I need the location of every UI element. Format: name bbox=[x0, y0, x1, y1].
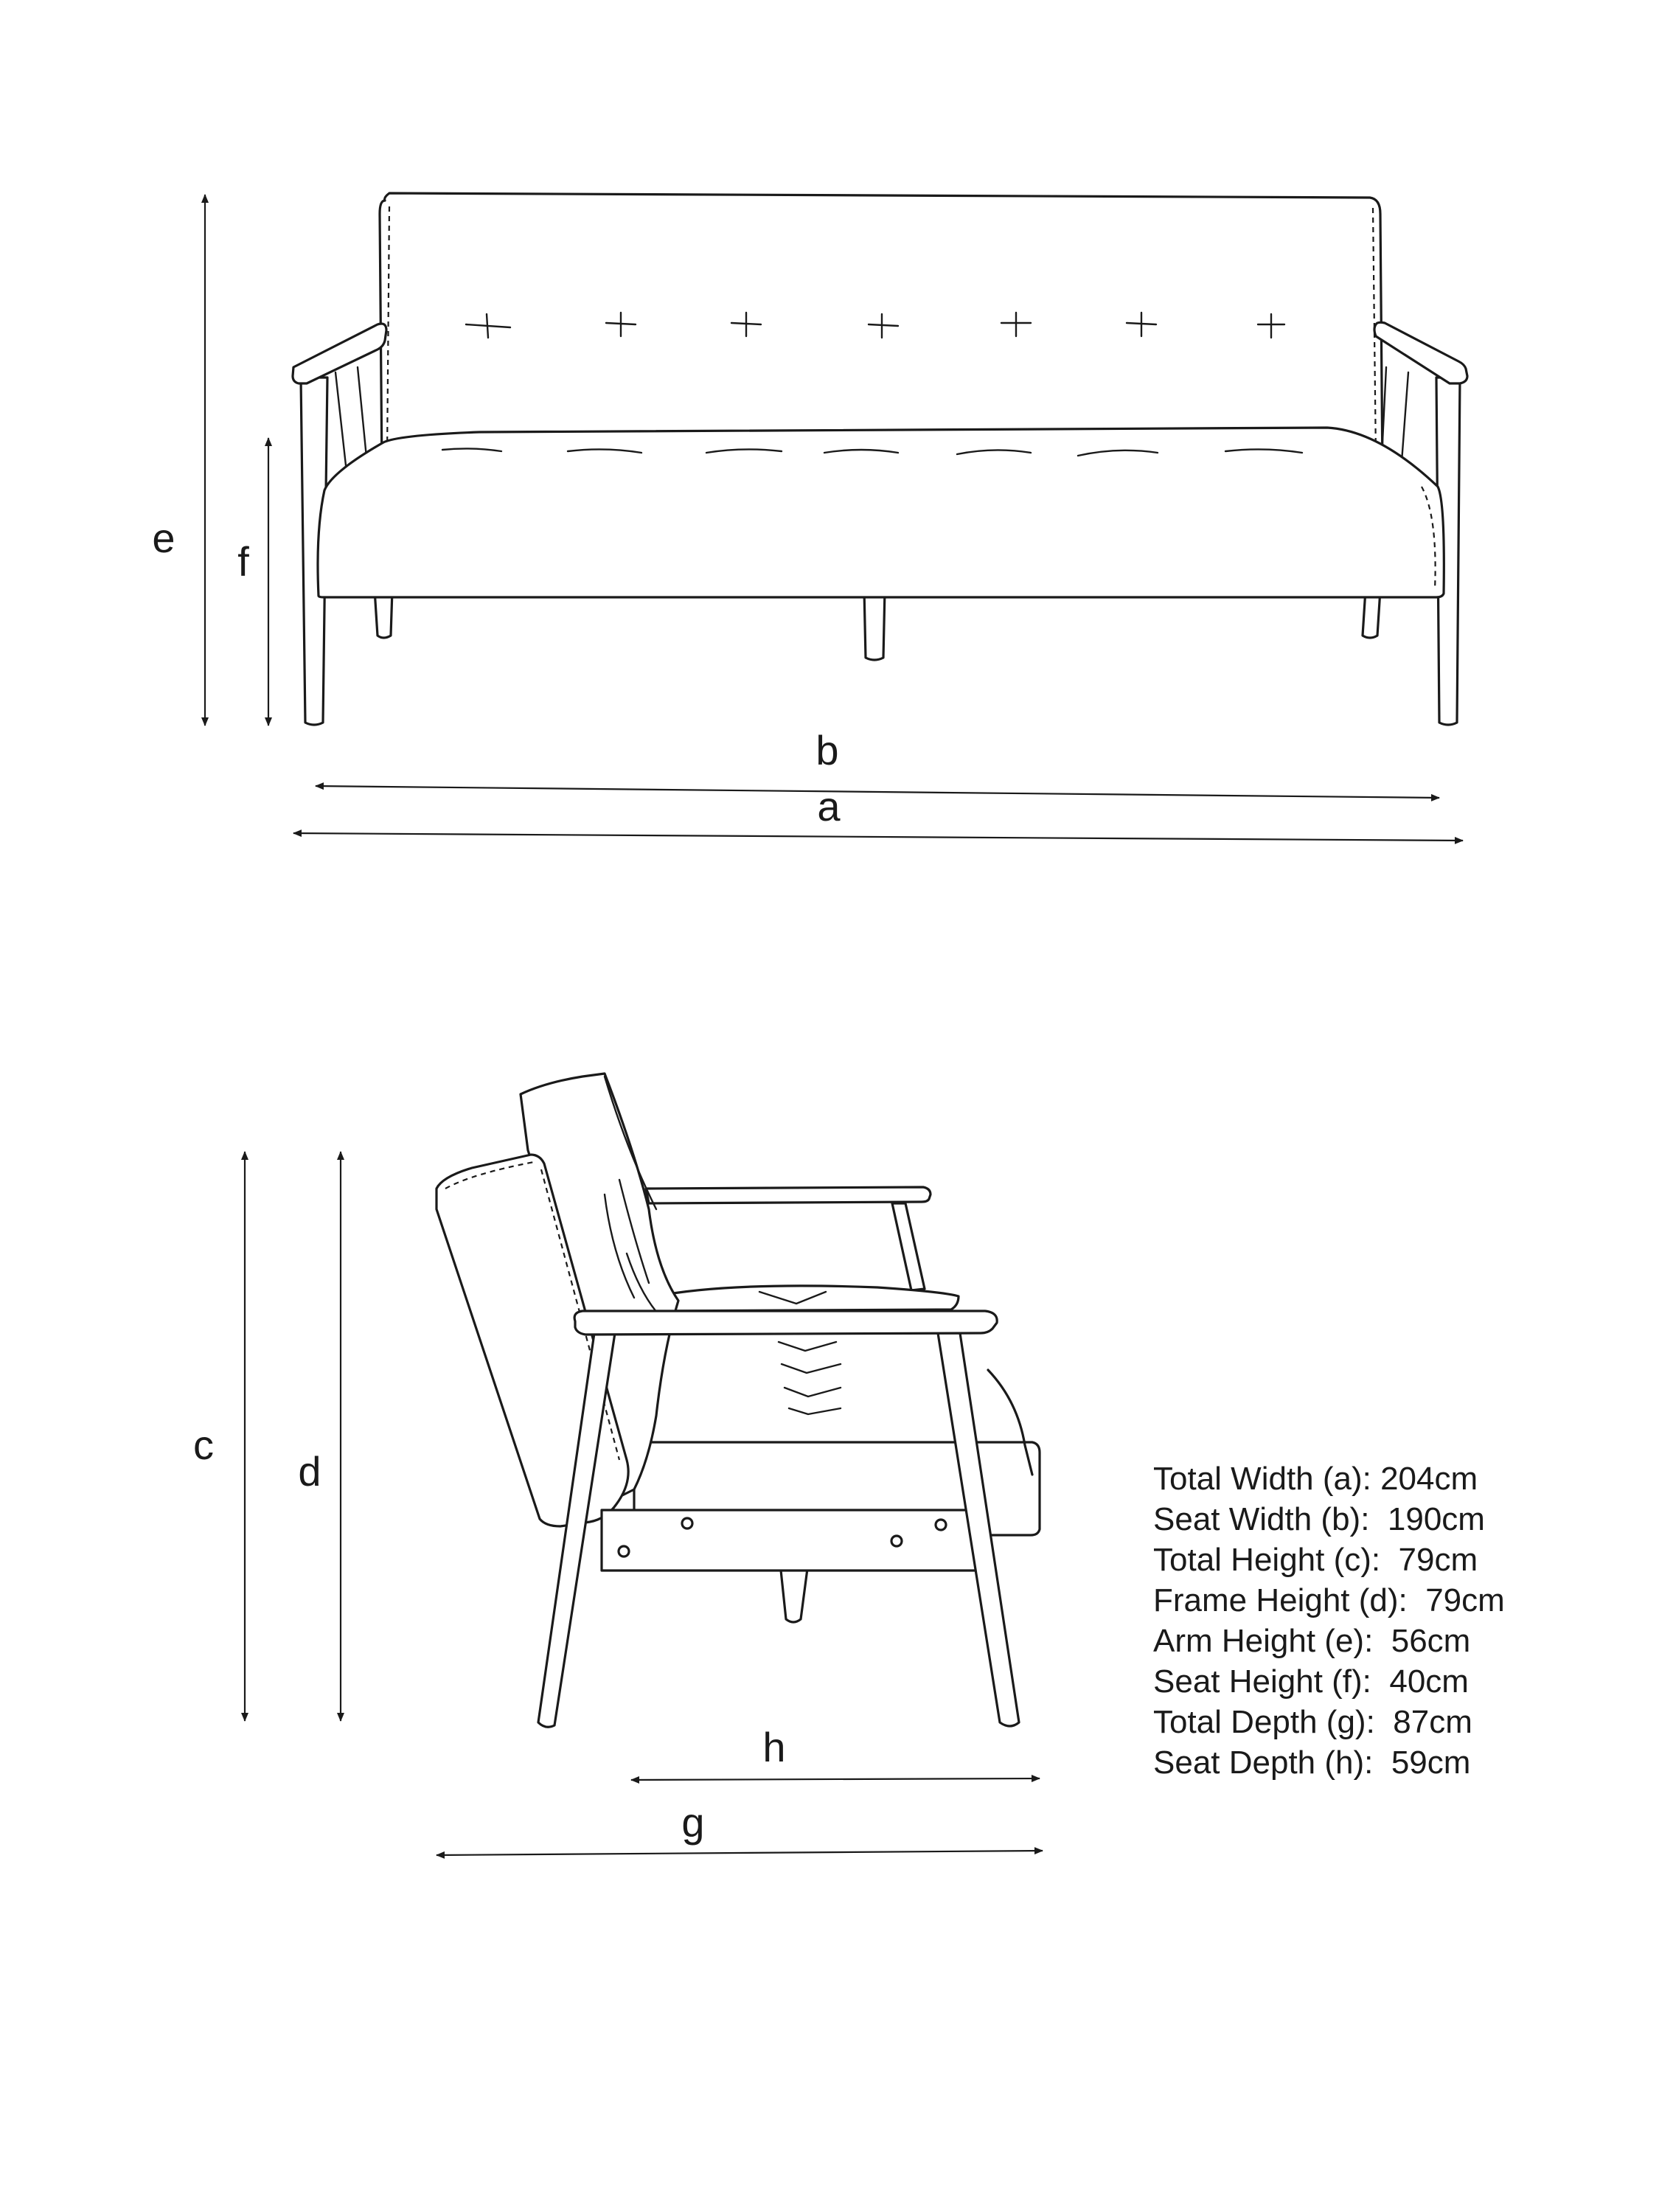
side-dimension-g bbox=[437, 1799, 1043, 1855]
label-g: g bbox=[681, 1798, 705, 1846]
seat-side-chevrons bbox=[779, 1342, 841, 1414]
spec-seat-height: Seat Height (f): 40cm bbox=[1153, 1663, 1469, 1700]
spec-arm-height: Arm Height (e): 56cm bbox=[1153, 1623, 1471, 1659]
label-a: a bbox=[817, 782, 841, 830]
left-armrest bbox=[293, 324, 386, 383]
front-view-sofa bbox=[293, 193, 1467, 725]
front-leg-center bbox=[864, 590, 885, 660]
spec-total-depth: Total Depth (g): 87cm bbox=[1153, 1704, 1472, 1740]
side-view-sofa bbox=[437, 1074, 1040, 1727]
spec-frame-height: Frame Height (d): 79cm bbox=[1153, 1582, 1505, 1618]
front-dimension-e bbox=[152, 195, 205, 726]
label-e: e bbox=[152, 514, 175, 561]
rail-bolt-4 bbox=[891, 1536, 902, 1546]
rail-bolt-1 bbox=[682, 1518, 692, 1528]
spec-total-height: Total Height (c): 79cm bbox=[1153, 1542, 1478, 1578]
rear-arm-post-far bbox=[892, 1203, 925, 1290]
right-armrest bbox=[1374, 322, 1467, 383]
side-dimension-c bbox=[193, 1152, 245, 1721]
rail-bolt-2 bbox=[936, 1520, 946, 1530]
side-rail bbox=[602, 1510, 978, 1571]
spec-seat-depth: Seat Depth (h): 59cm bbox=[1153, 1745, 1471, 1781]
spec-total-width: Total Width (a): 204cm bbox=[1153, 1461, 1478, 1497]
seat-cushion bbox=[318, 428, 1444, 597]
side-armrest bbox=[574, 1311, 997, 1335]
label-f: f bbox=[237, 538, 249, 585]
side-dimension-h bbox=[631, 1724, 1040, 1780]
side-dimension-d bbox=[298, 1152, 341, 1721]
seat-cushion-top bbox=[649, 1286, 959, 1311]
label-d: d bbox=[298, 1447, 321, 1495]
side-center-leg bbox=[780, 1563, 808, 1622]
front-dimension-b bbox=[316, 727, 1439, 798]
front-dimension-f bbox=[237, 438, 268, 726]
label-c: c bbox=[193, 1421, 214, 1468]
label-b: b bbox=[815, 726, 839, 773]
rear-armrest-far bbox=[646, 1187, 931, 1203]
rail-bolt-3 bbox=[619, 1546, 629, 1557]
label-h: h bbox=[762, 1723, 786, 1770]
specifications-list bbox=[1153, 1461, 1505, 1781]
spec-seat-width: Seat Width (b): 190cm bbox=[1153, 1501, 1485, 1537]
